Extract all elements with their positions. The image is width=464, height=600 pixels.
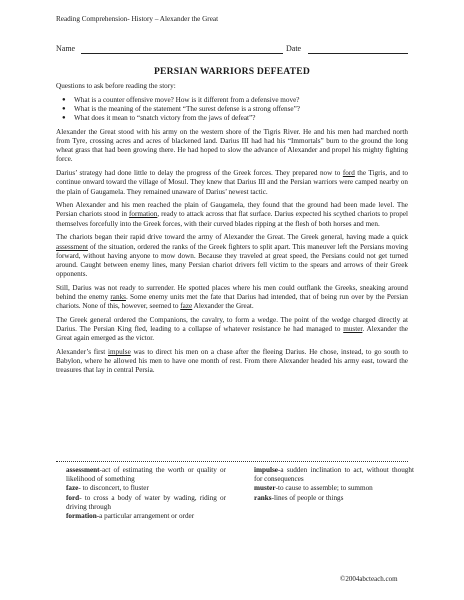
bullet-icon: ● <box>62 115 66 122</box>
glossary-term: ford <box>66 493 80 502</box>
story-content <box>56 82 408 380</box>
paragraph-text: Darius’ strategy had done little to delay the progress of the Greek forces. They prepared now to <box>56 169 343 178</box>
story-paragraph <box>56 128 408 165</box>
bullet-icon: ● <box>62 105 66 112</box>
paragraph-text: The chariots began their rapid drive toward the army of Alexander the Great. The Greek general, having made a quick <box>56 233 408 242</box>
question-text: What is the meaning of the statement “The surest defense is a strong offense”? <box>74 104 300 113</box>
glossary-item <box>66 484 226 493</box>
story-body <box>56 128 408 376</box>
glossary-definition: -a sudden inclination to act, without thought for consequences <box>254 466 414 484</box>
divider-stars <box>56 461 408 465</box>
question-item <box>62 95 408 105</box>
copyright-notice: ©2004abcteach.com <box>340 575 398 583</box>
paragraph-text: Alexander’s first <box>56 348 108 357</box>
glossary-item <box>66 512 226 521</box>
name-label: Name <box>56 44 76 53</box>
glossary-column-right <box>254 466 414 503</box>
worksheet-header: Reading Comprehension- History – Alexander the Great <box>56 15 219 23</box>
paragraph-text: When Alexander and his men reached the plain of Gaugamela, they found that the ground had been made level. The Persian chariots stood in <box>56 201 408 219</box>
vocabulary-word: muster <box>343 325 363 334</box>
question-item <box>62 104 408 114</box>
paragraph-text: Alexander the Great stood with his army on the western shore of the Tigris River. He and his men had marched north from Tyre, crossing acres and acres of blackened land. Darius III had had his “Immortals” burn to the ground the long wheat grass that had been growing there. He had hoped to slow the advance of Alexander and propel his mighty fighting force. <box>56 127 408 164</box>
story-paragraph <box>56 284 408 312</box>
glossary-item <box>66 494 226 512</box>
glossary-definition: -to cause to assemble; to summon <box>275 484 373 493</box>
glossary-term: ranks <box>254 493 272 502</box>
story-paragraph <box>56 169 408 197</box>
glossary-definition: -act of estimating the worth or quality or likelihood of something <box>66 466 226 484</box>
paragraph-text: . Alexander the Great again emerged as the victor. <box>56 325 408 343</box>
story-paragraph <box>56 316 408 344</box>
glossary-term: formation <box>66 512 97 521</box>
glossary-definition: -lines of people or things <box>271 493 344 502</box>
name-date-row <box>56 44 408 56</box>
glossary-column-left <box>66 466 226 521</box>
story-paragraph <box>56 348 408 376</box>
question-text: What does it mean to “snatch victory from the jaws of defeat”? <box>74 114 256 123</box>
paragraph-text: of the situation, ordered the ranks of the Greek fighters to split apart. This maneuver left the Persians moving forward, without having anyone to mow down. Because they traveled at great speed, the Persians could not get turned around. Caught between enemy lines, many Persian chariot drivers fell victim to the spears and arrows of their Greek opponents. <box>56 242 408 279</box>
paragraph-text: The Greek general ordered the Companions, the cavalry, to form a wedge. The point of the wedge charged directly at Darius. The Persian King fled, leading to a collapse of whatever resistance he had managed to <box>56 315 408 334</box>
glossary-term: faze <box>66 484 79 493</box>
story-title: PERSIAN WARRIORS DEFEATED <box>153 66 311 77</box>
story-paragraph <box>56 233 408 279</box>
glossary-term: assessment <box>66 466 100 474</box>
question-item <box>62 114 408 123</box>
paragraph-text: , ready to attack across that flat surface. Darius expected his scythed chariots to propel themselves forcefully into the Greek forces, with their curved blades ripping at the flesh of both horses and men. <box>56 210 409 228</box>
paragraph-text: . Some enemy units met the fate that Darius had intended, that of being run over by the Persian chariots. None of this, however, seemed to <box>56 293 408 311</box>
glossary-item <box>66 466 226 484</box>
paragraph-text: the Tigris, and to continue onward toward the village of Mosul. They knew that Darius III and the Persian warriors were camped nearby on the plain of Gaugamela. They remained unaware of Darius’ newest tactic. <box>56 169 408 196</box>
vocabulary-word: faze <box>180 302 193 311</box>
glossary-item <box>254 484 414 493</box>
questions-intro: Questions to ask before reading the story: <box>56 82 176 90</box>
question-text: What is a counter offensive move? How is it different from a defensive move? <box>74 95 300 104</box>
paragraph-text: Still, Darius was not ready to surrender. He spotted places where his men could outflank the Greeks, sneaking around behind the enemy <box>56 283 408 302</box>
glossary-term: muster <box>254 484 276 493</box>
paragraph-text: was to direct his men on a chase after the fleeing Darius. He chose, instead, to go south to Babylon, where he allowed his men to have one month of rest. From there Alexander headed his army east, toward the treasures that lay in central Persia. <box>56 348 408 375</box>
glossary-definition: - to disconcert, to fluster <box>78 484 149 493</box>
glossary-definition: - to cross a body of water by wading, riding or driving through <box>66 493 226 511</box>
glossary-term: impulse <box>254 466 278 474</box>
questions-list <box>56 96 408 124</box>
bullet-icon: ● <box>62 96 66 103</box>
story-paragraph <box>56 201 408 229</box>
vocabulary-word: ford <box>342 169 355 178</box>
glossary-definition: -a particular arrangement or order <box>96 512 195 521</box>
name-line[interactable] <box>81 53 283 54</box>
glossary-item <box>254 466 414 484</box>
date-label: Date <box>286 44 302 53</box>
vocabulary-word: impulse <box>108 348 131 357</box>
vocabulary-word: assessment <box>56 242 88 251</box>
paragraph-text: Alexander the Great. <box>192 302 254 311</box>
glossary-item <box>254 494 414 503</box>
vocabulary-word: formation <box>128 210 158 219</box>
vocabulary-word: ranks <box>110 293 126 302</box>
date-line[interactable] <box>308 53 408 54</box>
